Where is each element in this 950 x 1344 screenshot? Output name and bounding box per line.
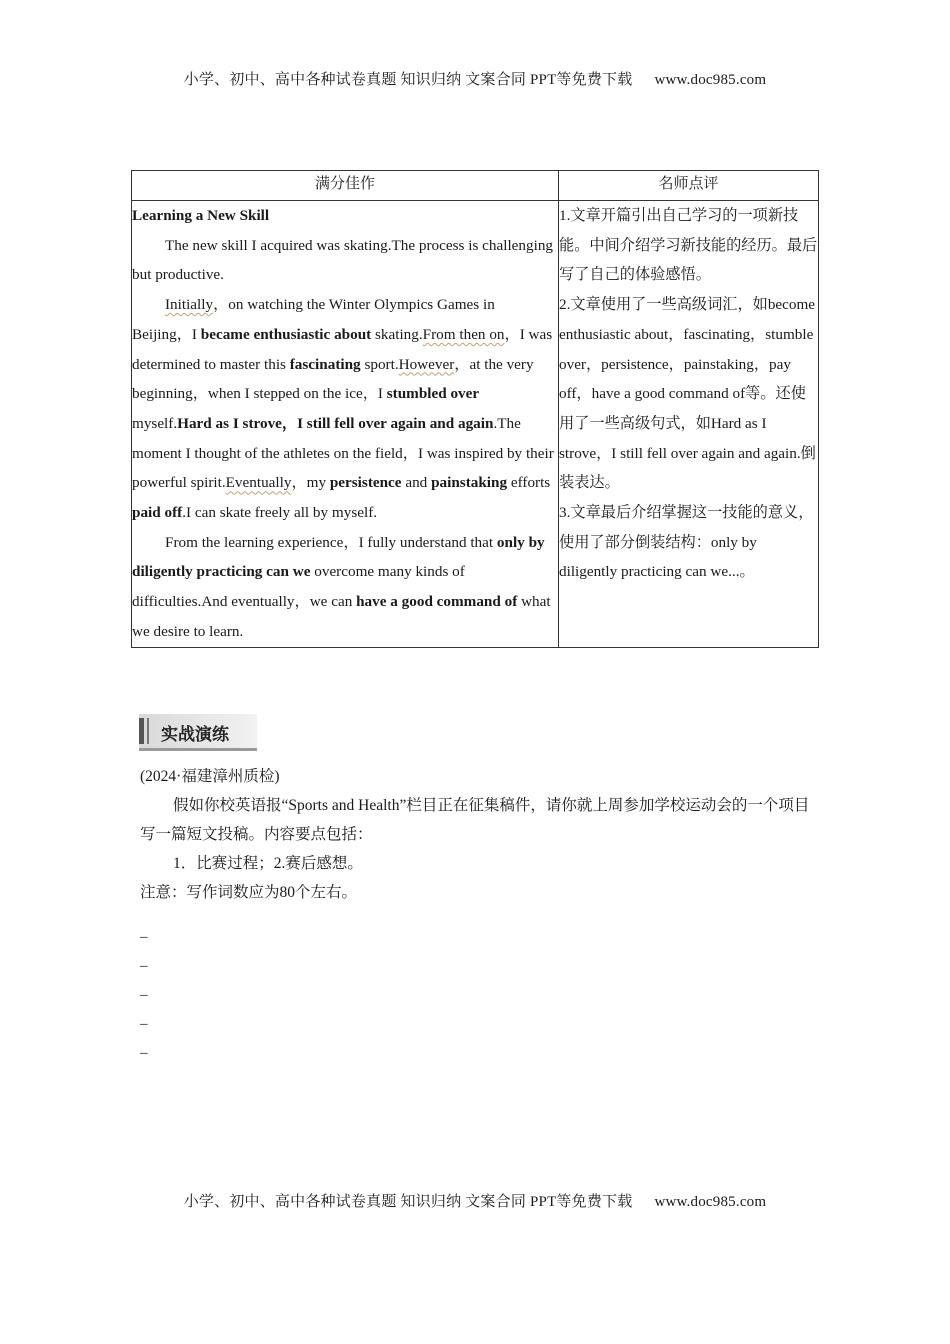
footer-site-link[interactable]: www.doc985.com (654, 1194, 767, 1210)
text-run: myself. (132, 414, 178, 432)
footer-text: 小学、初中、高中各种试卷真题 知识归纳 文案合同 PPT等免费下载 (183, 1194, 633, 1210)
phrase-stumbled-over: stumbled over (386, 385, 480, 403)
comment-1: 1.文章开篇引出自己学习的一项新技能。中间介绍学习新技能的经历。最后写了自己的体验感悟。 (559, 207, 818, 284)
page-header (0, 68, 950, 89)
comment-3: 3.文章最后介绍掌握这一技能的意义，使用了部分倒装结构：only by diligently practicing can we...。 (559, 504, 814, 581)
answer-lines (140, 918, 148, 1063)
text-run: .The moment I thought of the athletes on the field，I was inspired by their powerful spirit. (132, 414, 554, 492)
answer-line[interactable]: _ (140, 982, 148, 998)
task-prompt-text: 假如你校英语报“Sports and Health”栏目正在征集稿件，请你就上周参加学校运动会的一个项目写一篇短文投稿。内容要点包括： (140, 797, 810, 843)
text-run: what we desire to learn. (132, 593, 551, 640)
highlight-however: However (398, 355, 455, 373)
text-run: ，my (291, 474, 330, 492)
phrase-only-by-diligently: only by diligently practicing can we (132, 533, 545, 581)
word-persistence: persistence (329, 474, 402, 492)
text-run: overcome many kinds of difficulties.And eventually，we can (132, 563, 465, 611)
answer-line[interactable]: _ (140, 1011, 148, 1027)
page-footer (0, 1190, 950, 1211)
text-run: .I can skate freely all by myself. (182, 504, 378, 522)
answer-line[interactable]: _ (140, 924, 148, 940)
task-prompt (140, 791, 820, 907)
heading-bar-decoration (139, 718, 144, 744)
text-run: efforts (507, 474, 551, 492)
essay-paragraph-1: The new skill I acquired was skating.The process is challenging but productive. (132, 236, 554, 284)
highlight-eventually: Eventually (225, 474, 292, 492)
text-run: skating. (371, 325, 423, 343)
essay-paragraph-3 (132, 528, 558, 647)
essay-table (131, 170, 819, 648)
task-source-text: (2024·福建漳州质检) (140, 768, 280, 785)
word-fascinating: fascinating (289, 355, 361, 373)
comment-2: 2.文章使用了一些高级词汇，如become enthusiastic about，fascinating，stumble over，persistence，painstaking，pay off，have a good command of等。还使用了一些高级句式，如Hard as I strove，I still fell over again and again.倒装表达。 (559, 296, 816, 492)
section-heading-practice (139, 714, 257, 751)
text-run: sport. (360, 355, 399, 373)
heading-bar-decoration (147, 718, 149, 744)
text-run: From the learning experience，I fully understand that (165, 533, 497, 551)
phrase-good-command-of: have a good command of (356, 593, 518, 611)
section-heading-label: 实战演练 (161, 725, 229, 745)
essay-cell (132, 201, 559, 648)
comment-cell (559, 201, 819, 648)
phrase-hard-as-i-strove: Hard as I strove，I still fell over again and again (177, 414, 494, 432)
task-note: 注意：写作词数应为80个左右。 (140, 884, 358, 901)
text-run: ，on watching the Winter Olympics Games in Beijing，I (132, 296, 495, 343)
answer-line[interactable]: _ (140, 1040, 148, 1056)
essay-paragraph-2 (132, 290, 558, 528)
essay-column-header: 满分佳作 (132, 171, 559, 201)
text-run: ，at the very beginning，when I stepped on the ice，I (132, 355, 534, 403)
header-site-link[interactable]: www.doc985.com (654, 72, 767, 88)
word-painstaking: painstaking (431, 474, 508, 492)
highlight-initially: Initially (165, 296, 214, 314)
answer-line[interactable]: _ (140, 953, 148, 969)
task-points: 1．比赛过程；2.赛后感想。 (173, 855, 363, 872)
header-text: 小学、初中、高中各种试卷真题 知识归纳 文案合同 PPT等免费下载 (183, 72, 633, 88)
highlight-from-then-on: From then on (422, 325, 505, 343)
text-run: and (401, 474, 432, 492)
phrase-became-enthusiastic: became enthusiastic about (200, 325, 372, 343)
comment-column-header: 名师点评 (559, 171, 819, 201)
phrase-paid-off: paid off (132, 504, 183, 522)
essay-title: Learning a New Skill (132, 207, 270, 224)
task-source (140, 762, 820, 791)
text-run: ，I was determined to master this (132, 325, 553, 373)
